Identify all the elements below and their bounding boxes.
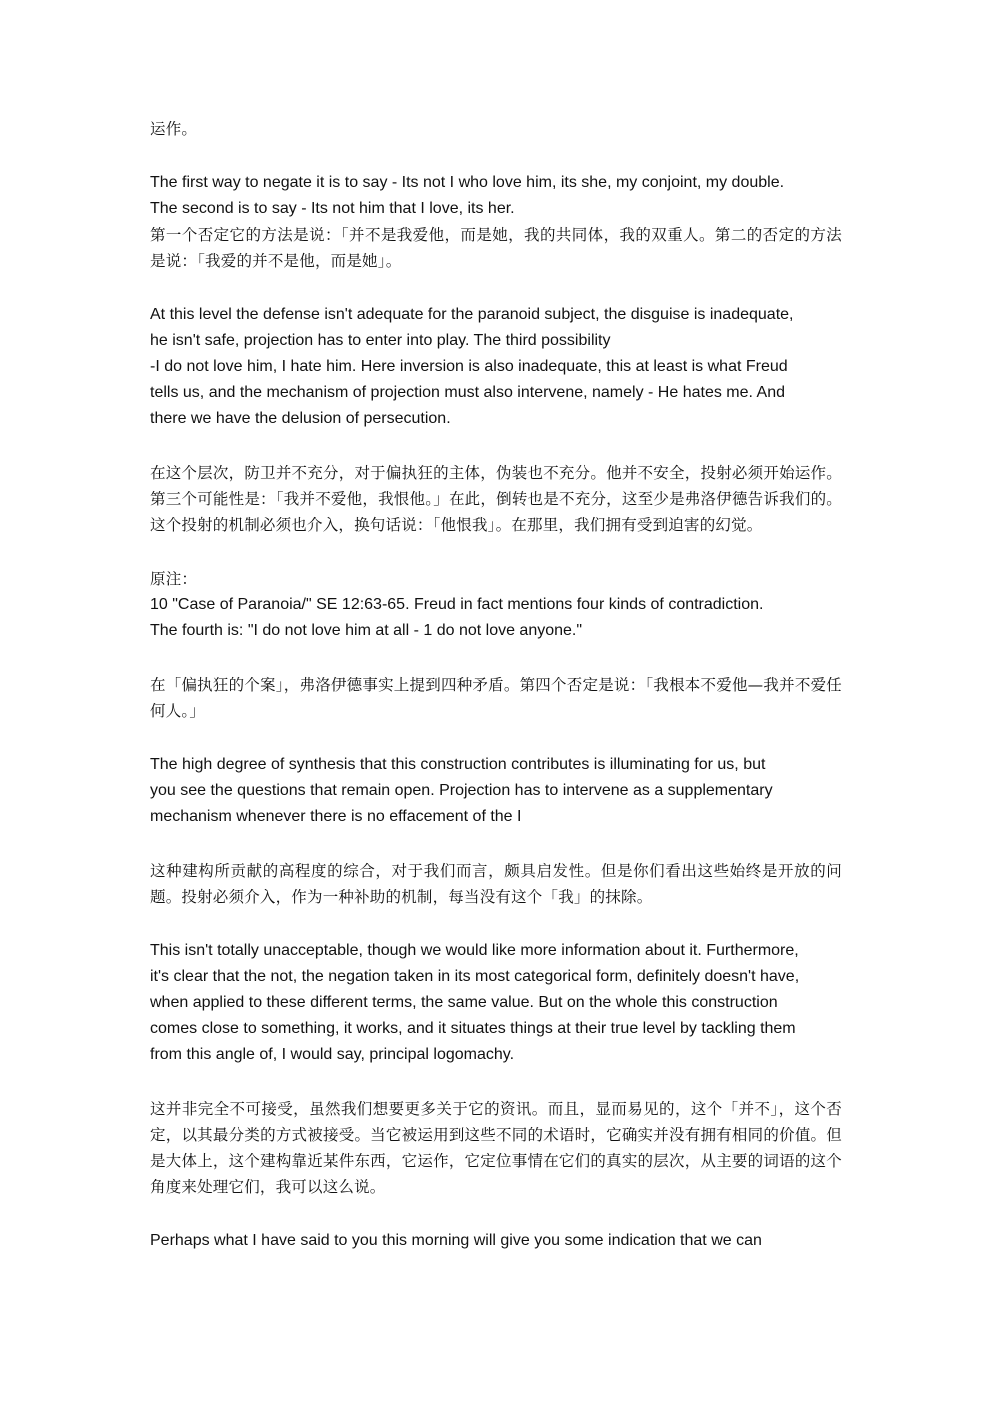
text-line: -I do not love him, I hate him. Here inversion is also inadequate, this at least is what Freud [150,358,788,375]
text-line: you see the questions that remain open. Projection has to intervene as a supplementary [150,782,773,799]
text-line: Perhaps what I have said to you this morning will give you some indication that we can [150,1232,762,1249]
text-line: The first way to negate it is to say - Its not I who love him, its she, my conjoint, my double. [150,174,785,191]
text-line: when applied to these different terms, the same value. But on the whole this construction [150,994,778,1011]
text-line: The high degree of synthesis that this construction contributes is illuminating for us, but [150,756,766,773]
text-line: The second is to say - Its not him that I love, its her. [150,200,515,217]
paragraph-en-perhaps [150,1228,842,1254]
text-line: comes close to something, it works, and it situates things at their true level by tackling them [150,1020,796,1037]
text-line: he isn't safe, projection has to enter into play. The third possibility [150,332,611,349]
paragraph-en-negation [150,170,842,222]
paragraph-zh-acceptable: 这并非完全不可接受，虽然我们想要更多关于它的资讯。而且，显而易见的，这个「并不」，这个否定，以其最分类的方式被接受。当它被运用到这些不同的术语时，它确实并没有拥有相同的价值。但是大体上，这个建构靠近某件东西，它运作，它定位事情在它们的真实的层次，从主要的词语的这个角度来处理它们，我可以这么说。 [150,1100,842,1196]
text-line: The fourth is: "I do not love him at all - 1 do not love anyone." [150,622,583,639]
paragraph-zh-defense: 在这个层次，防卫并不充分，对于偏执狂的主体，伪装也不充分。他并不安全，投射必须开始运作。第三个可能性是：「我并不爱他，我恨他。」在此，倒转也是不充分，这至少是弗洛伊德告诉我们的。这个投射的机制必须也介入，换句话说：「他恨我」。在那里，我们拥有受到迫害的幻觉。 [150,464,842,534]
paragraph-en-defense [150,302,842,432]
text-line: there we have the delusion of persecution. [150,410,451,427]
text-line: mechanism whenever there is no effacement of the I [150,808,522,825]
original-note-label: 原注： [150,570,198,588]
paragraph-zh-synthesis: 这种建构所贡献的高程度的综合，对于我们而言，颇具启发性。但是你们看出这些始终是开放的问题。投射必须介入，作为一种补助的机制，每当没有这个「我」的抹除。 [150,862,842,906]
footnote-en [150,592,842,644]
paragraph-zh-negation: 第一个否定它的方法是说：「并不是我爱他，而是她，我的共同体，我的双重人。第二的否定的方法是说：「我爱的并不是他，而是她」。 [150,226,842,270]
paragraph-zh-fragment: 运作。 [150,120,198,138]
text-line: from this angle of, I would say, principal logomachy. [150,1046,515,1063]
text-line: This isn't totally unacceptable, though we would like more information about it. Furthermore, [150,942,799,959]
paragraph-en-acceptable [150,938,842,1068]
footnote-zh: 在「偏执狂的个案」，弗洛伊德事实上提到四种矛盾。第四个否定是说：「我根本不爱他—我并不爱任何人。」 [150,676,842,720]
paragraph-en-synthesis [150,752,842,830]
text-line: 10 "Case of Paranoia/" SE 12:63-65. Freud in fact mentions four kinds of contradiction. [150,596,764,613]
document-body [150,116,842,1254]
text-line: At this level the defense isn't adequate for the paranoid subject, the disguise is inadequate, [150,306,794,323]
text-line: tells us, and the mechanism of projection must also intervene, namely - He hates me. And [150,384,785,401]
text-line: it's clear that the not, the negation taken in its most categorical form, definitely doesn't have, [150,968,800,985]
